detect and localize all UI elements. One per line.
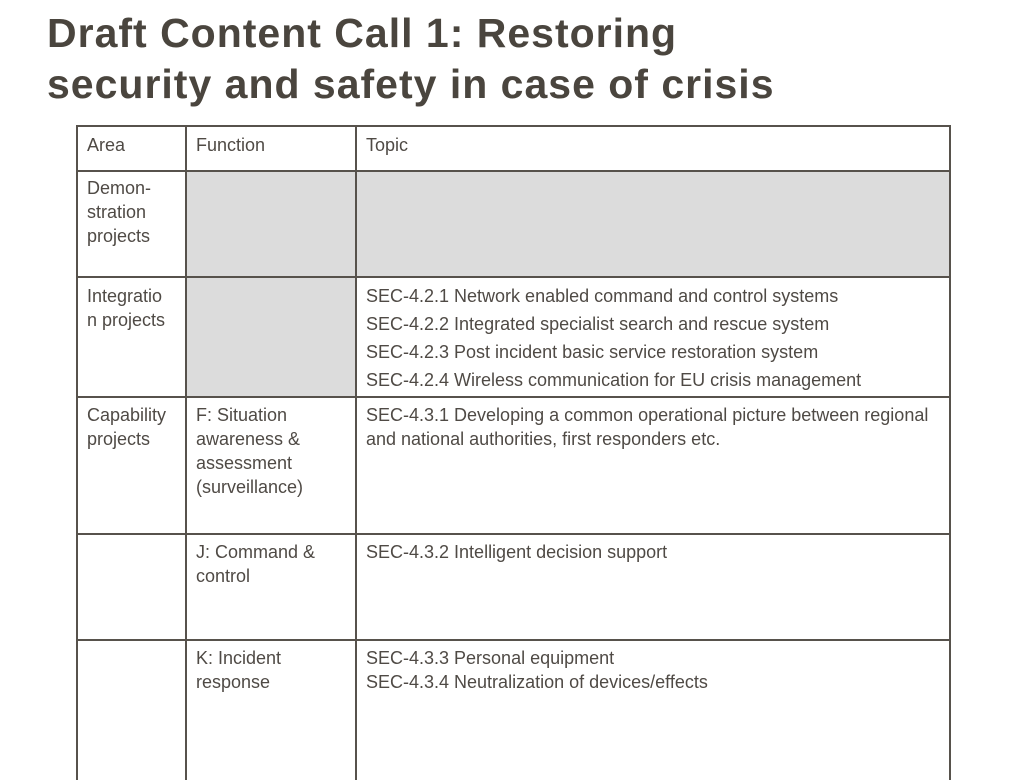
table-row-capability-k xyxy=(77,640,950,780)
area-cell xyxy=(77,171,186,277)
topic-cell xyxy=(356,534,950,640)
area-label: Demon- stration projects xyxy=(87,178,152,246)
function-label: K: Incident response xyxy=(196,648,282,692)
area-cell xyxy=(77,397,186,534)
topic-item: SEC-4.3.4 Neutralization of devices/effects xyxy=(366,672,708,692)
header-topic: Topic xyxy=(356,126,950,171)
area-cell-empty xyxy=(77,640,186,780)
function-cell-empty xyxy=(186,171,356,277)
header-function: Function xyxy=(186,126,356,171)
table-row-capability-j xyxy=(77,534,950,640)
area-cell xyxy=(77,277,186,397)
slide-title xyxy=(47,8,1007,110)
function-cell-empty xyxy=(186,277,356,397)
topic-item: SEC-4.3.2 Intelligent decision support xyxy=(366,542,668,562)
table-row-demonstration xyxy=(77,171,950,277)
topic-item: SEC-4.3.3 Personal equipment xyxy=(366,648,615,668)
function-cell xyxy=(186,640,356,780)
topic-cell-empty xyxy=(356,171,950,277)
topic-cell xyxy=(356,397,950,534)
topic-cell xyxy=(356,640,950,780)
function-cell xyxy=(186,534,356,640)
function-label: J: Command & control xyxy=(196,542,316,586)
area-cell-empty xyxy=(77,534,186,640)
topic-cell xyxy=(356,277,950,397)
function-cell xyxy=(186,397,356,534)
function-label: F: Situation awareness & assessment (surveillance) xyxy=(196,405,304,497)
header-area: Area xyxy=(77,126,186,171)
table-header-row xyxy=(77,126,950,171)
topic-item: SEC-4.2.3 Post incident basic service restoration system xyxy=(366,342,819,362)
table-row-integration xyxy=(77,277,950,397)
topic-item: SEC-4.2.1 Network enabled command and control systems xyxy=(366,286,839,306)
content-table xyxy=(76,125,951,780)
area-label: Integratio n projects xyxy=(87,286,166,330)
topic-item: SEC-4.3.1 Developing a common operational picture between regional and national authorities, first responders etc. xyxy=(366,405,929,449)
area-label: Capability projects xyxy=(87,405,167,449)
topic-item: SEC-4.2.2 Integrated specialist search and rescue system xyxy=(366,314,830,334)
table-row-capability-f xyxy=(77,397,950,534)
topic-item: SEC-4.2.4 Wireless communication for EU crisis management xyxy=(366,370,862,390)
slide-title-line-1: Draft Content Call 1: Restoring xyxy=(47,10,678,56)
slide-title-line-2: security and safety in case of crisis xyxy=(47,61,775,107)
